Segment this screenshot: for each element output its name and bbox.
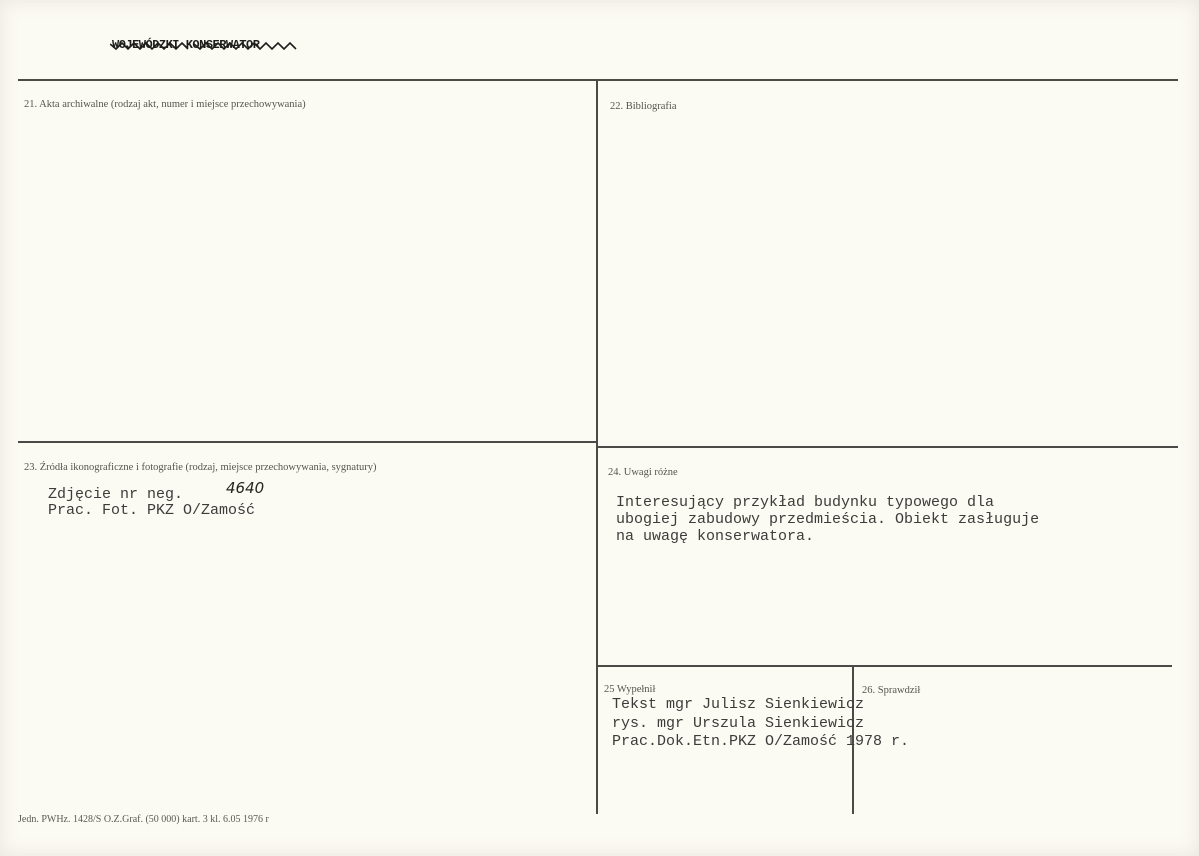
signature-rule [598, 665, 1172, 667]
field-23-label: 23. Źródła ikonograficzne i fotografie (rodzaj, miejsce przechowywania, sygnatury) [24, 462, 377, 473]
field-24-line-1: Interesujący przykład budynku typowego dla [616, 494, 995, 511]
field-26-label: 26. Sprawdził [862, 685, 921, 696]
header-text: WOJEWÓDZKI KONSERWATOR [112, 38, 260, 52]
crossed-out-header [112, 38, 259, 52]
scribble-overstrike [110, 40, 300, 52]
field-21-label: 21. Akta archiwalne (rodzaj akt, numer i miejsce przechowywania) [24, 99, 306, 110]
field-23-line-2: Prac. Fot. PKZ O/Zamość [48, 502, 256, 519]
right-middle-rule [598, 446, 1178, 448]
field-23-line-1: Zdjęcie nr neg. [48, 486, 184, 503]
field-22-label: 22. Bibliografia [610, 101, 677, 112]
field-24-line-3: na uwagę konserwatora. [616, 528, 815, 545]
field-24-line-2: ubogiej zabudowy przedmieścia. Obiekt zasługuje [616, 511, 1040, 528]
field-25-label: 25 Wypełnił [604, 684, 656, 695]
field-24-label: 24. Uwagi różne [608, 467, 678, 478]
field-25-line-3: Prac.Dok.Etn.PKZ O/Zamość 1978 r. [612, 733, 910, 750]
print-footer: Jedn. PWHz. 1428/S O.Z.Graf. (50 000) kart. 3 kl. 6.05 1976 r [18, 814, 269, 825]
negative-number: 4640 [226, 479, 265, 497]
field-25-line-1: Tekst mgr Julisz Sienkiewicz [612, 696, 865, 713]
left-middle-rule [18, 441, 596, 443]
top-rule [18, 79, 1178, 81]
field-25-line-2: rys. mgr Urszula Sienkiewicz [612, 715, 865, 732]
